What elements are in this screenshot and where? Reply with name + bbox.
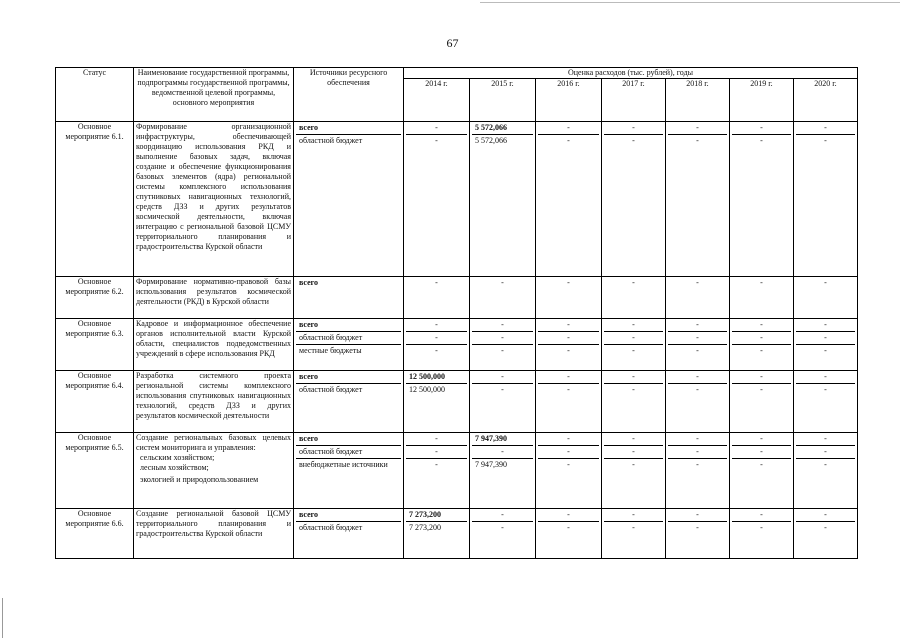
row-name: Разработка системного проекта региональной системы комплексного использования спутниковых навигационных технологий, средств ДЗЗ и других результатов космической деятельности	[134, 371, 294, 433]
value-cell	[730, 277, 794, 319]
value: -	[732, 433, 791, 446]
header-year: 2016 г.	[536, 79, 602, 122]
value: -	[796, 433, 855, 446]
scan-artifact-left	[2, 598, 3, 638]
value: -	[501, 523, 504, 532]
header-year: 2014 г.	[404, 79, 470, 122]
value: -	[796, 371, 855, 384]
value: 12 500,000	[406, 371, 467, 384]
value-cell	[730, 371, 794, 433]
value: -	[760, 346, 763, 355]
value: -	[796, 332, 855, 345]
value: -	[567, 523, 570, 532]
value: -	[668, 319, 727, 332]
value: 12 500,000	[409, 385, 445, 394]
value-cell	[470, 319, 536, 371]
value: -	[696, 346, 699, 355]
value: -	[435, 346, 438, 355]
value: -	[796, 446, 855, 459]
value-cell	[602, 433, 666, 509]
table-row	[56, 433, 858, 509]
value: -	[760, 523, 763, 532]
value: -	[668, 446, 727, 459]
value: -	[567, 385, 570, 394]
source-label: областной бюджет	[299, 523, 363, 532]
value: -	[668, 122, 727, 135]
value: -	[824, 523, 827, 532]
value: -	[406, 433, 467, 446]
row-status: Основное мероприятие 6.6.	[56, 509, 134, 559]
source-label: всего	[296, 433, 401, 446]
row-status: Основное мероприятие 6.4.	[56, 371, 134, 433]
row-name-line: сельским хозяйством;	[140, 453, 215, 462]
value: -	[538, 509, 599, 522]
source-label: местные бюджеты	[299, 346, 362, 355]
value-cell	[536, 122, 602, 277]
value-cell	[666, 433, 730, 509]
row-name: Кадровое и информационное обеспечение органов исполнительной власти Курской области, специалистов подведомственных учреждений в сфере использования РКД	[134, 319, 294, 371]
value-cell	[404, 319, 470, 371]
value: -	[668, 509, 727, 522]
value-cell	[470, 122, 536, 277]
value-cell	[470, 433, 536, 509]
value: -	[632, 385, 635, 394]
value: -	[538, 433, 599, 446]
table-row	[56, 319, 858, 371]
value: -	[567, 278, 570, 287]
value: -	[435, 460, 438, 469]
source-label: всего	[296, 509, 401, 522]
value: -	[696, 278, 699, 287]
value-cell	[470, 371, 536, 433]
source-label: областной бюджет	[299, 385, 363, 394]
table-row	[56, 277, 858, 319]
value-cell	[666, 319, 730, 371]
value-cell	[536, 277, 602, 319]
value-cell	[794, 277, 858, 319]
value: -	[567, 460, 570, 469]
value-cell	[470, 509, 536, 559]
value: -	[732, 122, 791, 135]
value-cell	[730, 509, 794, 559]
value-cell	[666, 371, 730, 433]
header-year: 2020 г.	[794, 79, 858, 122]
header-sources: Источники ресурсного обеспечения	[294, 68, 404, 122]
value-cell	[404, 509, 470, 559]
value: -	[538, 122, 599, 135]
value: -	[604, 433, 663, 446]
value-cell	[404, 277, 470, 319]
source-label: всего	[296, 122, 401, 135]
row-sources	[294, 319, 404, 371]
value: -	[632, 278, 635, 287]
value: -	[538, 332, 599, 345]
header-status: Статус	[56, 68, 134, 122]
value-cell	[794, 433, 858, 509]
value: -	[472, 332, 533, 345]
header-year: 2019 г.	[730, 79, 794, 122]
value: -	[472, 319, 533, 332]
value: -	[760, 460, 763, 469]
value: -	[732, 371, 791, 384]
scan-artifact-top	[480, 2, 900, 3]
header-estimate: Оценка расходов (тыс. рублей), годы	[404, 68, 858, 79]
value-cell	[602, 509, 666, 559]
value-cell	[404, 122, 470, 277]
row-name: Формирование организационной инфраструктуры, обеспечивающей координацию использования РКД и выполнение базовых задач, включая создание и обеспечение функционирования базовых элементов (ядра) региональной системы комплексного использования спутниковых навигационных технологий, средств ДЗЗ и других результатов космической деятельности, включая интеграцию с региональной базовой ЦСМУ территориального планирования и градостроительства Курской области	[134, 122, 294, 277]
row-sources	[294, 433, 404, 509]
table-body	[56, 122, 858, 559]
value: -	[406, 332, 467, 345]
row-status: Основное мероприятие 6.2.	[56, 277, 134, 319]
value: -	[435, 136, 438, 145]
value: -	[796, 122, 855, 135]
value: -	[732, 332, 791, 345]
value: -	[435, 278, 438, 287]
value: -	[604, 371, 663, 384]
value-cell	[666, 277, 730, 319]
value: -	[604, 122, 663, 135]
value: -	[406, 446, 467, 459]
value: -	[538, 371, 599, 384]
row-name-line: лесным хозяйством;	[140, 463, 209, 472]
value: -	[538, 319, 599, 332]
value-cell	[794, 509, 858, 559]
value-cell	[404, 433, 470, 509]
value: -	[760, 385, 763, 394]
value-cell	[536, 509, 602, 559]
value: -	[501, 346, 504, 355]
value-cell	[666, 509, 730, 559]
value: -	[472, 446, 533, 459]
value: -	[760, 278, 763, 287]
row-status: Основное мероприятие 6.3.	[56, 319, 134, 371]
table-row	[56, 122, 858, 277]
value: -	[538, 446, 599, 459]
page-number: 67	[446, 36, 459, 50]
budget-table	[55, 67, 858, 559]
value: -	[632, 460, 635, 469]
value-cell	[536, 371, 602, 433]
source-label: областной бюджет	[296, 332, 401, 345]
value: 5 572,066	[472, 122, 533, 135]
value: -	[824, 278, 827, 287]
value-cell	[404, 371, 470, 433]
row-status: Основное мероприятие 6.1.	[56, 122, 134, 277]
source-label: областной бюджет	[296, 446, 401, 459]
value: -	[668, 371, 727, 384]
row-name-line: Создание региональных базовых целевых систем мониторинга и управления:	[136, 433, 291, 452]
value: 5 572,066	[475, 136, 507, 145]
header-year: 2018 г.	[666, 79, 730, 122]
value-cell	[730, 122, 794, 277]
row-name	[134, 433, 294, 509]
row-name-line: экологией и природопользованием	[140, 475, 259, 484]
source-label: всего	[296, 371, 401, 384]
value: -	[668, 332, 727, 345]
row-name: Создание региональной базовой ЦСМУ территориального планирования и градостроительства Курской области	[134, 509, 294, 559]
value: -	[604, 509, 663, 522]
value: -	[501, 385, 504, 394]
value: -	[472, 371, 533, 384]
value-cell	[794, 319, 858, 371]
value: 7 947,390	[475, 460, 507, 469]
source-label: всего	[296, 319, 401, 332]
value: -	[501, 278, 504, 287]
value: -	[732, 319, 791, 332]
row-sources	[294, 509, 404, 559]
value: -	[604, 446, 663, 459]
row-status: Основное мероприятие 6.5.	[56, 433, 134, 509]
value-cell	[536, 433, 602, 509]
value-cell	[470, 277, 536, 319]
value: -	[406, 122, 467, 135]
value: -	[696, 385, 699, 394]
value-cell	[602, 122, 666, 277]
value-cell	[666, 122, 730, 277]
value: 7 273,200	[406, 509, 467, 522]
value: -	[732, 509, 791, 522]
value: -	[567, 136, 570, 145]
value: -	[696, 136, 699, 145]
value: -	[632, 136, 635, 145]
value-cell	[602, 277, 666, 319]
value: -	[567, 346, 570, 355]
value: -	[406, 319, 467, 332]
value: -	[760, 136, 763, 145]
value: -	[824, 460, 827, 469]
value: -	[696, 523, 699, 532]
value: 7 947,390	[472, 433, 533, 446]
row-sources	[294, 371, 404, 433]
value: -	[796, 509, 855, 522]
row-sources	[294, 122, 404, 277]
source-label: всего	[299, 278, 319, 287]
header-year: 2015 г.	[470, 79, 536, 122]
value: -	[824, 385, 827, 394]
value: -	[696, 460, 699, 469]
value: -	[668, 433, 727, 446]
value: -	[796, 319, 855, 332]
row-sources	[294, 277, 404, 319]
value: 7 273,200	[409, 523, 441, 532]
table-row	[56, 371, 858, 433]
value-cell	[730, 319, 794, 371]
value: -	[472, 509, 533, 522]
value-cell	[536, 319, 602, 371]
value-cell	[794, 122, 858, 277]
value: -	[604, 332, 663, 345]
header-year: 2017 г.	[602, 79, 666, 122]
value: -	[604, 319, 663, 332]
value: -	[632, 523, 635, 532]
value: -	[824, 136, 827, 145]
source-label: областной бюджет	[299, 136, 363, 145]
value: -	[824, 346, 827, 355]
table-row	[56, 509, 858, 559]
row-name: Формирование нормативно-правовой базы использования результатов космической деятельности (РКД) в Курской области	[134, 277, 294, 319]
header-name: Наименование государственной программы, подпрограммы государственной программы, ведомственной целевой программы, основного мероприятия	[134, 68, 294, 122]
value: -	[632, 346, 635, 355]
value: -	[732, 446, 791, 459]
source-label: внебюджетные источники	[299, 460, 388, 469]
value-cell	[602, 371, 666, 433]
value-cell	[730, 433, 794, 509]
header-row	[56, 68, 858, 79]
value-cell	[794, 371, 858, 433]
value-cell	[602, 319, 666, 371]
